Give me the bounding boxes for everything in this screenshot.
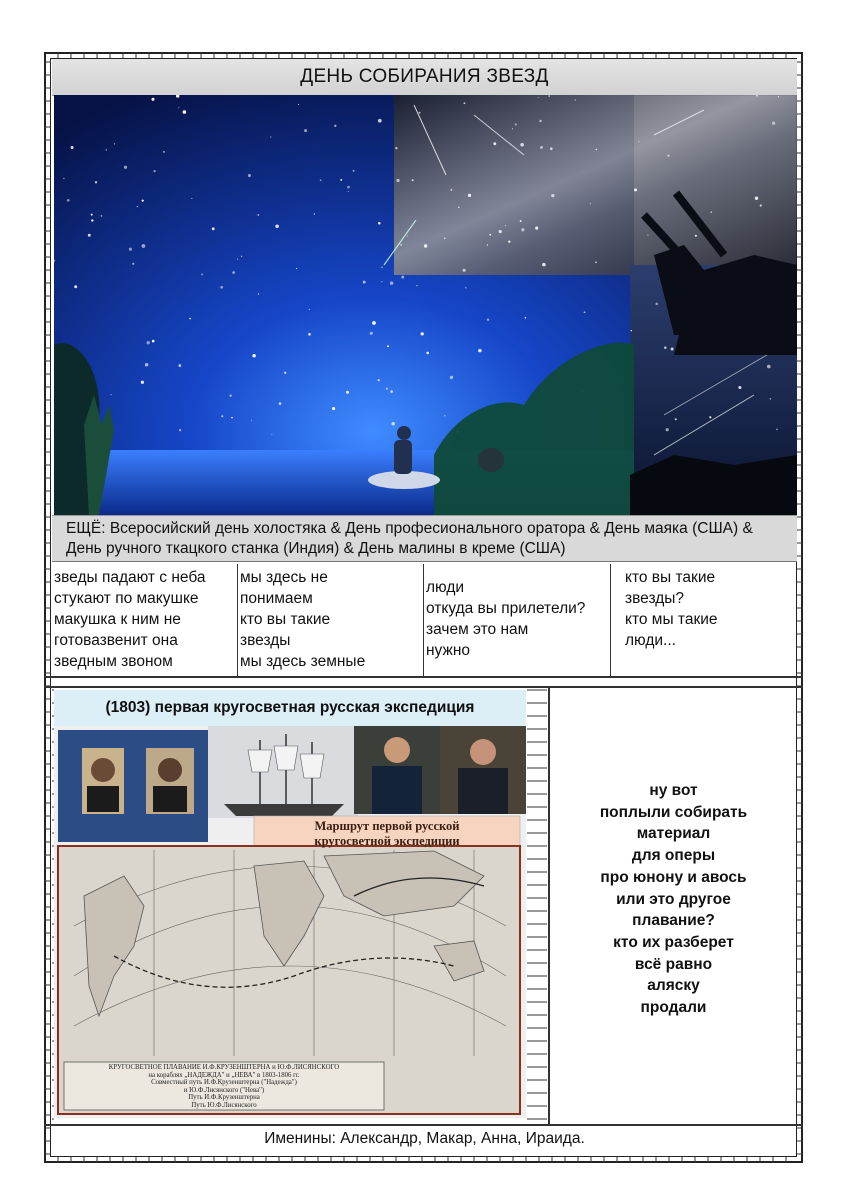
side-note-line: всё равно [634,955,713,973]
poem-line: готовазвенит она [54,632,178,649]
side-note-line: про юнону и авось [600,868,747,886]
poem-column-2 [240,562,422,676]
poem-line: зведным звоном [54,653,173,670]
poem-line: нужно [426,642,471,659]
hero-image [54,95,797,515]
side-note-line: поплыли собирать [599,803,748,821]
poem-line: кто вы такие [240,611,331,628]
poem-line: макушка к ним не [54,611,181,628]
poem-line: зачем это нам [426,621,529,638]
column-divider [423,564,424,676]
poem-line: кто вы такие [625,569,716,586]
map-banner [254,819,520,849]
side-note-line: материал [636,825,711,843]
expedition-collage [54,726,526,1118]
map-caption-line: Путь И.Ф.Крузенштерна [188,1094,260,1102]
poem-line: мы здесь земные [240,653,366,670]
side-note-line: продали [640,999,707,1017]
column-divider [610,564,611,676]
side-note [550,780,797,1019]
also-holidays: ЕЩЁ: Всеросийский день холостяка & День професионального оратора & День маяка (США) & День ручного ткацкого станка (Индия) & День малины в креме (США) [52,515,797,562]
poem-line: звезды? [625,590,685,607]
poem-line: кто мы такие [625,611,718,628]
map-caption-line: Путь Ю.Ф.Лисянского [191,1101,257,1109]
map-banner-line: кругосветной экспедиции [314,834,460,848]
page-title: ДЕНЬ СОБИРАНИЯ ЗВЕЗД [52,59,797,96]
poem-column-1 [54,562,236,676]
section-divider [44,676,803,678]
side-note-line: плавание? [632,912,715,930]
poem-line: стукают по макушке [54,590,199,607]
side-note-line: аляску [647,977,700,995]
poem-line: зведы падают с неба [54,569,206,586]
map-caption-line: Совместный путь И.Ф.Крузенштерна ("Надежда") [151,1079,297,1087]
map-caption [66,1064,382,1109]
section-divider [44,686,803,688]
poem-line: люди [426,579,465,596]
map-banner-line: Маршрут первой русской [314,819,460,833]
side-note-line: ну вот [649,782,698,799]
side-note-line: для оперы [631,847,716,865]
side-note-line: кто их разберет [613,933,734,951]
side-note-line: или это другое [616,890,731,908]
poem-row [52,562,797,676]
map-caption-line: на кораблях „НАДЕЖДА" и „НЕВА" в 1803-1806 гг. [148,1071,300,1079]
poem-line: мы здесь не [240,569,328,586]
poem-line: откуда вы прилетели? [426,600,586,617]
poem-line: люди... [625,632,676,649]
poem-column-4 [625,562,795,676]
map-caption-line: КРУГОСВЕТНОЕ ПЛАВАНИЕ И.Ф.КРУЗЕНШТЕРНА и Ю.Ф.ЛИСЯНСКОГО [108,1064,340,1071]
poem-line: звезды [240,632,291,649]
map-caption-line: и Ю.Ф.Лисянского ("Нева") [183,1086,265,1094]
poem-column-3 [426,562,610,676]
expedition-title: (1803) первая кругосветная русская экспедиция [54,690,526,726]
name-days: Именины: Александр, Макар, Анна, Ираида. [264,1130,585,1147]
poem-line: понимаем [240,590,313,607]
column-divider [237,564,238,676]
